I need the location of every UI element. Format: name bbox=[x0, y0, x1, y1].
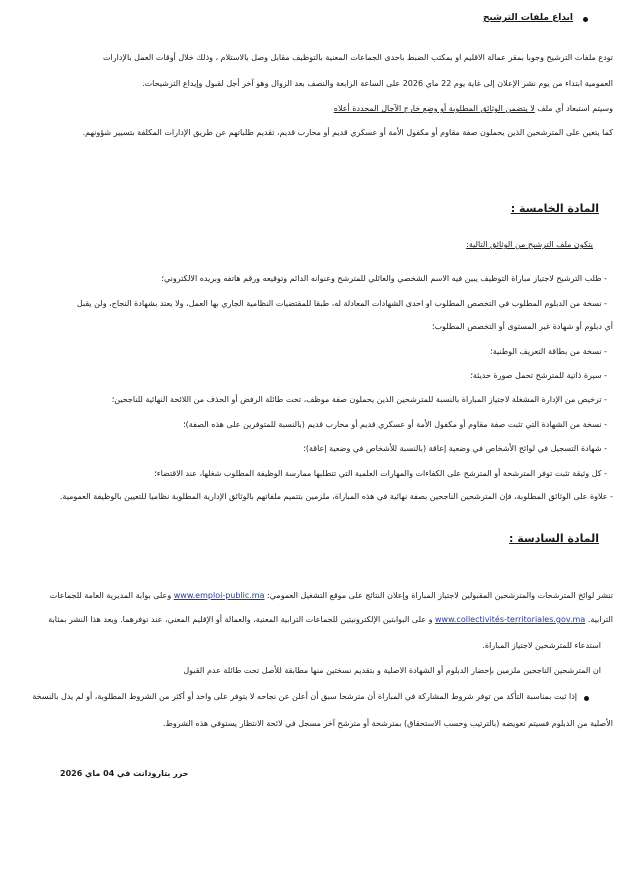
article6-publish-tail: وعلى بوابة المديرية العامة للجماعات bbox=[49, 591, 172, 600]
article6-line-6: الأصلية من الدبلوم فسيتم تعويضه (بالترتيب وحسب الاستحقاق) بمترشحة أو مترشح آخر مسجل في لائحة الانتظار يستوفي هذه الشروط. bbox=[162, 719, 613, 728]
bullet-icon bbox=[583, 17, 588, 22]
bullet-icon bbox=[584, 696, 589, 701]
emploi-public-link[interactable]: www.emploi-public.ma bbox=[173, 591, 265, 600]
list-item: - علاوة على الوثائق المطلوبة، فإن المترشحين الناجحين بصفة نهائية في هذه المباراة، ملزمين بتتميم ملفاتهم بالوثائق الإدارية المطلوبة نظاميا للتعيين بالوظيفة العمومية. bbox=[59, 492, 613, 501]
article6-territorial-text: الترابية. bbox=[587, 615, 613, 624]
article6-line-3: استدعاء للمترشحين لاجتياز المباراة. bbox=[482, 641, 601, 650]
list-item: - طلب الترشيح لاجتياز مباراة التوظيف يبين فيه الاسم الشخصي والعائلي للمترشح وعنوانه الدائم وتوقيعه ورقم هاتفه وبريده الالكتروني؛ bbox=[161, 274, 607, 283]
article6-publish-text: تنشر لوائح المترشحات والمترشحين المقبولين لاجتياز المباراة وإعلان النتائج على موقع التشغيل العمومي: bbox=[267, 591, 613, 600]
list-item: - نسخة من الشهادة التي تثبت صفة مقاوم أو مكفول الأمة أو عسكري قديم أو محارب قديم (بالنسبة للمتوفرين على هذه الصفة)؛ bbox=[183, 420, 607, 429]
list-item: - نسخة من الدبلوم المطلوب في التخصص المطلوب او احدى الشهادات المعادلة له، طبقا للمقتضيات النظامية الجاري بها العمل، ولا يعتد بشهادة النجاح، ولن يقبل bbox=[76, 299, 607, 308]
filing-paragraph-line-3 bbox=[334, 103, 613, 114]
signature-date: حرر بتارودانت في 04 ماي 2026 bbox=[60, 769, 189, 778]
collectivites-territoriales-link[interactable]: www.collectivités-territoriales.gov.ma bbox=[434, 615, 586, 624]
filing-exclusion-text: وسيتم استبعاد أي ملف bbox=[534, 104, 613, 113]
article6-title: المادة السادسة : bbox=[509, 532, 599, 545]
article5-intro: يتكون ملف الترشيح من الوثائق التالية: bbox=[466, 240, 593, 249]
list-item: - نسخة من بطاقة التعريف الوطنية؛ bbox=[490, 347, 607, 356]
list-item: أي دبلوم أو شهادة غير المستوى أو التخصص المطلوب؛ bbox=[431, 322, 613, 331]
article6-line-2 bbox=[48, 614, 613, 625]
list-item: - ترخيص من الإدارة المشغلة لاجتياز المباراة بالنسبة للمترشحين الذين يحملون صفة موظف، تحت طائلة الرفض أو الحذف من اللائحة النهائية للناجحين؛ bbox=[111, 395, 607, 404]
list-item: - سيرة ذاتية للمترشح تحمل صورة حديثة؛ bbox=[470, 371, 607, 380]
article6-line-4: ان المترشحين الناجحين ملزمين بإحضار الدبلوم أو الشهادة الاصلية و بتقديم نسختين منها مطابقة للأصل تحت طائلة عدم القبول bbox=[183, 666, 601, 675]
section-heading-filing: ايداع ملفات الترشيح bbox=[482, 13, 573, 23]
article5-title: المادة الخامسة : bbox=[510, 202, 599, 215]
list-item: - كل وثيقة تثبت توفر المترشحة أو المترشح على الكفاءات والمهارات العلمية التي تتطلبها ممارسة الوظيفة المطلوب شغلها، عند الاقتضاء؛ bbox=[154, 469, 607, 478]
filing-paragraph-line-1: تودع ملفات الترشيح وجوبا بمقر عمالة الاقليم او بمكتب الضبط باحدى الجماعات المعنية بالتوظيف مقابل وصل بالاستلام ، وذلك خلال أوقات العمل بالإدارات bbox=[102, 53, 613, 62]
filing-paragraph-line-2: العمومية ابتداء من يوم نشر الإعلان إلى غاية يوم 22 ماي 2026 على الساعة الرابعة والنصف بعد الزوال وهو آخر أجل لقبول وإيداع الترشيحات. bbox=[142, 79, 613, 88]
article6-territorial-tail: و على البوابتين الإلكترونيتين للجماعات الترابية المعنية، والعمالة أو الإقليم المعني، عند توفرهما. ويعد هذا النشر بمثابة bbox=[48, 615, 433, 624]
article6-line-5: إذا ثبت بمناسبة التأكد من توفر شروط المشاركة في المباراة أن مترشحا سبق أن أعلن عن نجاحه لا يتوفر على واحد أو أكثر من الشروط المطلوبة، أو لم يدل بالنسخة bbox=[32, 692, 577, 701]
list-item: - شهادة التسجيل في لوائح الأشخاص في وضعية إعاقة (بالنسبة للأشخاص في وضعية إعاقة)؛ bbox=[303, 444, 607, 453]
filing-paragraph-line-4: كما يتعين على المترشحين الذين يحملون صفة مقاوم أو مكفول الأمة أو عسكري قديم أو محارب قديم، تقديم طلباتهم عن طريق الإدارات المكلفة بتسيير شؤونهم. bbox=[82, 128, 613, 137]
article6-line-1 bbox=[50, 590, 613, 601]
filing-exclusion-underlined: لا يتضمن الوثائق المطلوبة أو وضع خارج الآجال المحددة أعلاه bbox=[333, 104, 535, 113]
